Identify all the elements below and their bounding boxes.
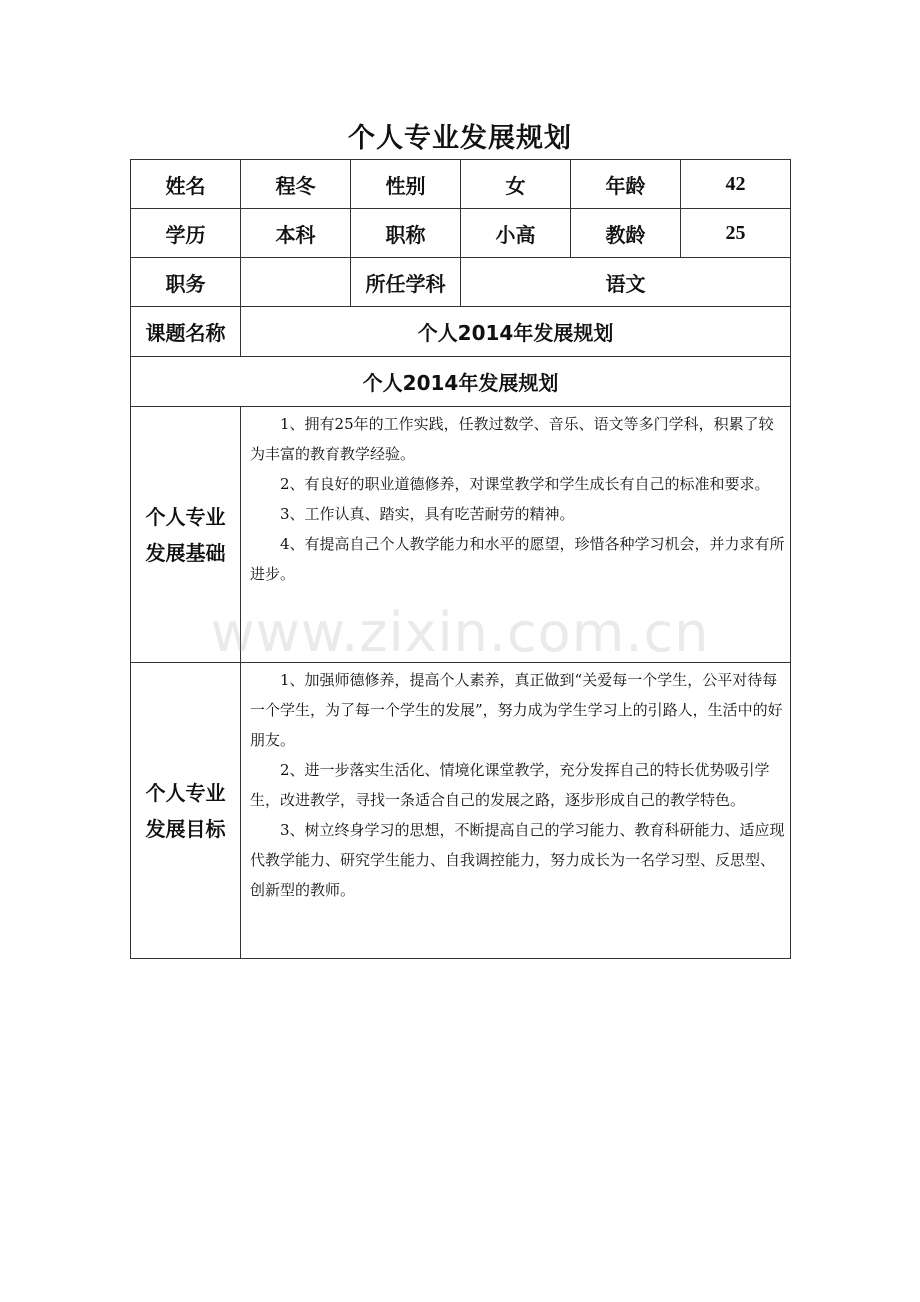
list-item: 2、有良好的职业道德修养，对课堂教学和学生成长有自己的标准和要求。 bbox=[280, 475, 770, 493]
gender-label: 性别 bbox=[351, 160, 461, 209]
basis-content bbox=[241, 407, 791, 663]
subject-value: 语文 bbox=[461, 258, 791, 307]
list-item: 3、工作认真、踏实，具有吃苦耐劳的精神。 bbox=[280, 505, 575, 523]
title-rank-value: 小高 bbox=[461, 209, 571, 258]
table-row bbox=[131, 209, 791, 258]
basis-label-line2: 发展基础 bbox=[145, 540, 226, 565]
watermark: www.zixin.com.cn bbox=[210, 601, 710, 664]
table-row bbox=[131, 357, 791, 407]
goals-label-line1: 个人专业 bbox=[145, 780, 226, 805]
topic-value: 个人2014年发展规划 bbox=[241, 307, 791, 357]
basis-label bbox=[131, 407, 241, 663]
basis-label-line1: 个人专业 bbox=[145, 504, 226, 529]
list-item: 3、树立终身学习的思想，不断提高自己的学习能力、教育科研能力、适应现代教学能力、研究学生能力、自我调控能力，努力成长为一名学习型、反思型、创新型的教师。 bbox=[250, 821, 785, 899]
table-row bbox=[131, 307, 791, 357]
table-row bbox=[131, 407, 791, 663]
goals-label-line2: 发展目标 bbox=[145, 816, 226, 841]
subject-label: 所任学科 bbox=[351, 258, 461, 307]
title-rank-label: 职称 bbox=[351, 209, 461, 258]
list-item: 1、拥有25年的工作实践，任教过数学、音乐、语文等多门学科，积累了较为丰富的教育教学经验。 bbox=[250, 415, 774, 463]
plan-heading: 个人2014年发展规划 bbox=[131, 357, 791, 407]
name-label: 姓名 bbox=[131, 160, 241, 209]
goals-content bbox=[241, 663, 791, 959]
list-item: 2、进一步落实生活化、情境化课堂教学，充分发挥自己的特长优势吸引学生，改进教学，寻找一条适合自己的发展之路，逐步形成自己的教学特色。 bbox=[250, 761, 770, 809]
page-title: 个人专业发展规划 bbox=[348, 123, 572, 154]
profile-table bbox=[130, 159, 791, 959]
teaching-years-value: 25 bbox=[681, 209, 791, 258]
table-row bbox=[131, 160, 791, 209]
list-item: 1、加强师德修养，提高个人素养，真正做到“关爱每一个学生，公平对待每一个学生，为了每一个学生的发展”，努力成为学生学习上的引路人，生活中的好朋友。 bbox=[250, 671, 783, 749]
gender-value: 女 bbox=[461, 160, 571, 209]
teaching-years-label: 教龄 bbox=[571, 209, 681, 258]
duty-value bbox=[241, 258, 351, 307]
duty-label: 职务 bbox=[131, 258, 241, 307]
table-row bbox=[131, 258, 791, 307]
age-label: 年龄 bbox=[571, 160, 681, 209]
education-value: 本科 bbox=[241, 209, 351, 258]
goals-label bbox=[131, 663, 241, 959]
topic-label: 课题名称 bbox=[131, 307, 241, 357]
age-value: 42 bbox=[681, 160, 791, 209]
education-label: 学历 bbox=[131, 209, 241, 258]
table-row bbox=[131, 663, 791, 959]
name-value: 程冬 bbox=[241, 160, 351, 209]
list-item: 4、有提高自己个人教学能力和水平的愿望，珍惜各种学习机会，并力求有所进步。 bbox=[250, 535, 785, 583]
